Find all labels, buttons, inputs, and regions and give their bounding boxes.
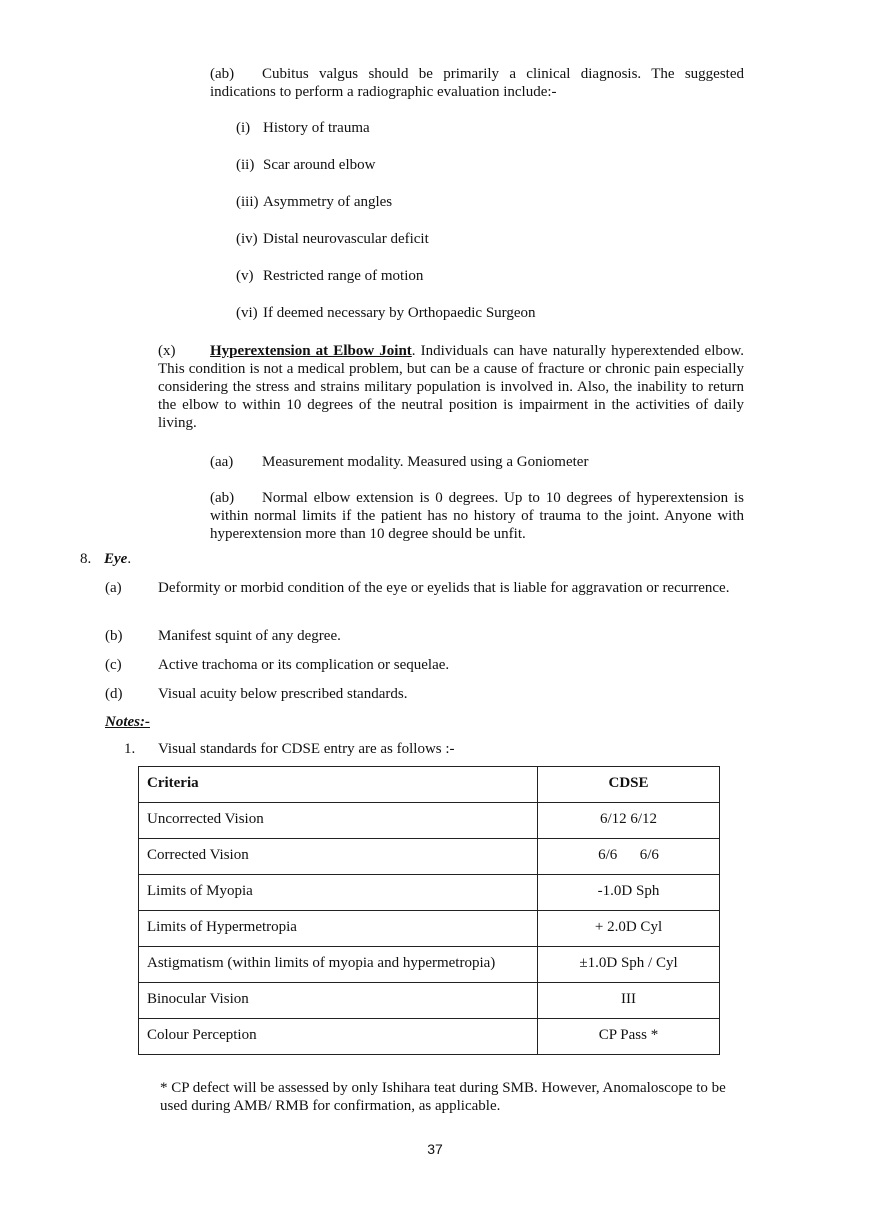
list-item: [236, 267, 536, 304]
paragraph-hyperextension: [158, 342, 744, 432]
page-number: 37: [427, 1141, 443, 1157]
section-number: 8.: [80, 551, 92, 567]
cell-cdse: -1.0D Sph: [538, 875, 720, 911]
list-item-text: If deemed necessary by Orthopaedic Surgeon: [263, 305, 536, 321]
para-text: Cubitus valgus should be primarily a clinical diagnosis. The suggested indications to perform a radiographic evaluation include:-: [210, 66, 744, 100]
list-item-text: Restricted range of motion: [263, 268, 424, 284]
table-header-row: [139, 767, 720, 803]
paragraph-cubitus-valgus: [210, 65, 744, 101]
footnote: * CP defect will be assessed by only Ishihara teat during SMB. However, Anomaloscope to be used during AMB/ RMB for confirmation, as applicable.: [160, 1080, 726, 1114]
table-row: [139, 911, 720, 947]
notes-heading: Notes:-: [105, 714, 150, 730]
section-heading: Hyperextension at Elbow Joint: [210, 343, 412, 359]
indication-list: [236, 119, 536, 341]
cell-criteria: Corrected Vision: [139, 839, 538, 875]
cell-cdse: + 2.0D Cyl: [538, 911, 720, 947]
eye-item-c: (c) Active trachoma or its complication or sequelae.: [105, 657, 450, 673]
paragraph-measurement: [210, 453, 744, 471]
list-item-text: Scar around elbow: [263, 157, 376, 173]
eye-item-d: (d) Visual acuity below prescribed standards.: [105, 686, 408, 702]
cell-criteria: Astigmatism (within limits of myopia and hypermetropia): [139, 947, 538, 983]
section-title: Eye: [104, 551, 128, 567]
cell-criteria: Colour Perception: [139, 1019, 538, 1055]
cell-criteria: Limits of Hypermetropia: [139, 911, 538, 947]
list-item: [236, 119, 536, 156]
cell-cdse: CP Pass *: [538, 1019, 720, 1055]
list-item-number: (i): [236, 120, 251, 136]
cell-cdse: ±1.0D Sph / Cyl: [538, 947, 720, 983]
para-text: . Individuals can have naturally hyperextended elbow. This condition is not a medical problem, but can be a cause of fracture or chronic pain especially considering the stress and strains military population is involved in. Also, the inability to return the elbow to within 10 degrees of the neutral position is impairment in the activities of daily living.: [158, 343, 744, 431]
visual-standards-table: [138, 766, 720, 1055]
list-item: [236, 193, 536, 230]
list-item: [236, 156, 536, 193]
list-item-number: (iv): [236, 231, 258, 247]
list-item: [236, 230, 536, 267]
list-item-number: (v): [236, 268, 254, 284]
table-row: [139, 1019, 720, 1055]
cell-criteria: Binocular Vision: [139, 983, 538, 1019]
para-label: (ab): [210, 490, 235, 506]
header-criteria: Criteria: [139, 767, 538, 803]
header-cdse: CDSE: [538, 767, 720, 803]
list-item-text: History of trauma: [263, 120, 370, 136]
para-label: (ab): [210, 66, 235, 82]
cell-criteria: Uncorrected Vision: [139, 803, 538, 839]
para-label: (aa): [210, 454, 234, 470]
section-eye-heading: 8. Eye.: [80, 551, 132, 567]
list-item-number: (vi): [236, 305, 258, 321]
list-item: [236, 304, 536, 341]
table-row: [139, 839, 720, 875]
cell-cdse: 6/6 6/6: [538, 839, 720, 875]
para-text: Normal elbow extension is 0 degrees. Up to 10 degrees of hyperextension is within normal limits if the patient has no history of trauma to the joint. Anyone with hyperextension more than 10 degree should be unfit.: [210, 490, 744, 542]
list-item-text: Asymmetry of angles: [263, 194, 393, 210]
table-row: [139, 875, 720, 911]
cell-cdse: III: [538, 983, 720, 1019]
table-row: [139, 803, 720, 839]
para-label: (x): [158, 343, 176, 359]
paragraph-normal-extension: [210, 489, 744, 543]
table-row: [139, 947, 720, 983]
list-item-number: (iii): [236, 194, 259, 210]
list-item-number: (ii): [236, 157, 255, 173]
cell-criteria: Limits of Myopia: [139, 875, 538, 911]
eye-item-a: (a) Deformity or morbid condition of the eye or eyelids that is liable for aggravation or recurrence.: [105, 580, 730, 596]
eye-item-b: (b) Manifest squint of any degree.: [105, 628, 341, 644]
notes-item: 1. Visual standards for CDSE entry are as follows :-: [124, 741, 455, 757]
list-item-text: Distal neurovascular deficit: [263, 231, 429, 247]
cell-cdse: 6/12 6/12: [538, 803, 720, 839]
table-row: [139, 983, 720, 1019]
para-text: Measurement modality. Measured using a Goniometer: [262, 454, 589, 470]
